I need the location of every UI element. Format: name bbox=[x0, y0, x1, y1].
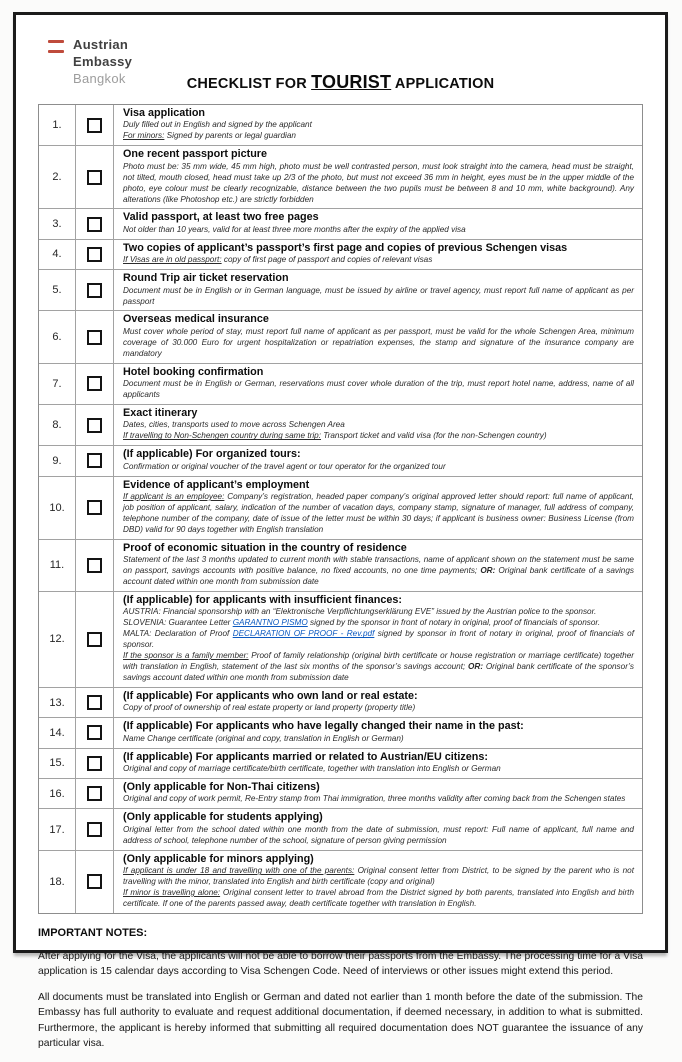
detail-text: Original bank certificate of a savings account dated within one month from submission date bbox=[123, 566, 635, 587]
detail-text: Document must be in English or in German language, must be issued by airline or travel agency, must report full name of applicant as per passport bbox=[123, 285, 634, 306]
row-title: (If applicable) For applicants who own land or real estate: bbox=[123, 689, 418, 702]
row-detail bbox=[123, 764, 634, 775]
checkbox-cell bbox=[76, 240, 114, 269]
checkbox[interactable] bbox=[87, 170, 102, 185]
detail-text: Original and copy of marriage certificate/birth certificate, together with translation into English or German bbox=[123, 764, 501, 774]
row-number: 1. bbox=[39, 105, 76, 145]
checklist-row bbox=[39, 240, 642, 270]
detail-text: Original consent letter from District, to be signed by the parent who is not travelling with the minor, translated into English and birth certificate (copy and original) bbox=[123, 866, 634, 887]
row-title: Hotel booking confirmation bbox=[123, 365, 264, 378]
checkbox-cell bbox=[76, 209, 114, 238]
row-title: (If applicable) For applicants married or related to Austrian/EU citizens: bbox=[123, 750, 488, 763]
detail-text: Original bank certificate of the sponsor’s savings account dated within one month from submission date bbox=[123, 662, 635, 682]
checklist-row bbox=[39, 270, 642, 311]
row-number: 8. bbox=[39, 405, 76, 445]
detail-text: For minors: bbox=[123, 131, 165, 141]
row-detail bbox=[123, 162, 634, 206]
row-title: Overseas medical insurance bbox=[123, 313, 269, 326]
hyperlink[interactable]: GARANTNO PISMO bbox=[232, 618, 308, 628]
checklist-row bbox=[39, 851, 642, 913]
checkbox-cell bbox=[76, 779, 114, 808]
row-detail bbox=[123, 794, 634, 805]
checklist-table bbox=[38, 104, 643, 914]
detail-text: Transport ticket and valid visa (for the non-Schengen country) bbox=[320, 431, 547, 441]
row-title: Round Trip air ticket reservation bbox=[123, 272, 289, 285]
checklist-row bbox=[39, 105, 642, 146]
checkbox[interactable] bbox=[87, 330, 102, 345]
row-number: 2. bbox=[39, 146, 76, 208]
notes-paragraph: All documents must be translated into English or German and dated not earlier than 1 month before the date of the submission. The Embassy has full authority to evaluate and request additional documentation, if deemed necessary, in addition to what is submitted. Furthermore, the applicant is hereby informed that submitting all required documentation does NOT guarantee the issuance of any particular visa. bbox=[38, 992, 643, 1049]
row-content bbox=[114, 749, 642, 778]
checklist-row bbox=[39, 477, 642, 540]
detail-text: Statement of the last 3 months updated to current month with stable transactions, name of applicant shown on the statement must be same on passport, savings accounts with positive balance, no fixed accounts, no one time payments; bbox=[123, 555, 634, 576]
row-detail bbox=[123, 131, 634, 142]
embassy-name-line2: Embassy bbox=[73, 54, 133, 70]
row-title: Visa application bbox=[123, 107, 206, 119]
title-suffix: APPLICATION bbox=[391, 76, 495, 92]
row-title: (If applicable) For applicants who have legally changed their name in the past: bbox=[123, 720, 524, 733]
detail-text: Name Change certificate (original and copy, translation in English or German) bbox=[123, 733, 404, 743]
document-page bbox=[13, 12, 668, 1049]
row-detail bbox=[123, 866, 634, 888]
row-detail bbox=[123, 555, 634, 588]
page-title bbox=[16, 72, 665, 93]
row-content bbox=[114, 364, 642, 404]
row-content bbox=[114, 592, 642, 687]
row-number: 14. bbox=[39, 718, 76, 747]
checkbox-cell bbox=[76, 688, 114, 717]
checkbox[interactable] bbox=[87, 453, 102, 468]
checkbox-cell bbox=[76, 105, 114, 145]
checklist-row bbox=[39, 209, 642, 239]
checkbox-cell bbox=[76, 851, 114, 913]
checkbox[interactable] bbox=[87, 695, 102, 710]
row-detail bbox=[123, 618, 634, 629]
row-number: 15. bbox=[39, 749, 76, 778]
row-content bbox=[114, 540, 642, 591]
detail-text: If travelling to Non-Schengen country during same trip: bbox=[123, 431, 321, 441]
detail-text: Photo must be: 35 mm wide, 45 mm high, photo must be well contrasted person, must look straight into the camera, head must be straight, not tilted, mouth closed, head must take up 2/3 of the photo, but must not exceed 36 mm in height, eyes must be in the upper middle of the photo, eye colour must be clearly recognizable, distance between the two pupils must be between 8 and 10 mm, white background). Any alterations (like Photoshop etc.) are strictly forbidden bbox=[123, 161, 634, 204]
row-number: 6. bbox=[39, 311, 76, 362]
row-content bbox=[114, 688, 642, 717]
checklist-row bbox=[39, 809, 642, 850]
row-number: 16. bbox=[39, 779, 76, 808]
row-content bbox=[114, 809, 642, 849]
checklist-row bbox=[39, 749, 642, 779]
checkbox-cell bbox=[76, 809, 114, 849]
checkbox[interactable] bbox=[87, 376, 102, 391]
detail-text: Original consent letter to travel abroad from the District signed by both parents, translated into English and birth certificate. If one of the parents passed away, death certificate together with translation in English. bbox=[123, 887, 635, 908]
row-content bbox=[114, 240, 642, 269]
checkbox-cell bbox=[76, 405, 114, 445]
detail-text: MALTA: Declaration of Proof bbox=[123, 629, 233, 639]
row-detail bbox=[123, 286, 634, 308]
detail-text: Original and copy of work permit, Re-Entry stamp from Thai immigration, three months validity after coming back from the Schengen states bbox=[123, 794, 626, 804]
detail-text: Proof of family relationship (original birth certificate or house registration or marriage certificate) together with translation in English, statement of the last six months of the sponsor’s savings account; bbox=[123, 651, 634, 671]
detail-text: Signed by parents or legal guardian bbox=[164, 131, 296, 141]
checkbox[interactable] bbox=[87, 874, 102, 889]
row-detail bbox=[123, 825, 634, 847]
detail-text: Must cover whole period of stay, must report full name of applicant as per passport, must be valid for the whole Schengen Area, minimum coverage of 30.000 Euro for urgent hospitalization or repatriation expenses, the stamp and signature of the insurance company are mandatory bbox=[123, 326, 634, 358]
checkbox[interactable] bbox=[87, 822, 102, 837]
important-notes bbox=[38, 927, 643, 1051]
detail-text: If minor is travelling alone: bbox=[123, 887, 221, 897]
title-highlight: TOURIST bbox=[311, 72, 392, 92]
detail-text: signed by the sponsor in front of notary in original, proof of financials of sponsor. bbox=[307, 618, 601, 628]
row-number: 17. bbox=[39, 809, 76, 849]
checkbox[interactable] bbox=[87, 558, 102, 573]
row-content bbox=[114, 851, 642, 913]
detail-text: Duly filled out in English and signed by the applicant bbox=[123, 120, 312, 130]
row-number: 10. bbox=[39, 477, 76, 539]
row-detail bbox=[123, 703, 634, 714]
checklist-row bbox=[39, 688, 642, 718]
checklist-row bbox=[39, 446, 642, 476]
row-number: 3. bbox=[39, 209, 76, 238]
detail-text: Company’s registration, headed paper company’s original approved letter should report: full name of applicant, job position of applicant, salary, indication of the number of vacation days, company stamp, signature of manager, full address of company, telephone number of the company, date of issue of the letter must be within 30 days; if applicant is business owner: Business License (from DBD) valid for 90 days together with English translation bbox=[123, 492, 635, 534]
row-content bbox=[114, 718, 642, 747]
checkbox-cell bbox=[76, 270, 114, 310]
embassy-name-line1: Austrian bbox=[73, 37, 129, 52]
row-detail bbox=[123, 327, 634, 360]
checklist-row bbox=[39, 779, 642, 809]
detail-text: If applicant is under 18 and travelling with one of the parents: bbox=[123, 866, 355, 876]
checkbox-cell bbox=[76, 311, 114, 362]
row-content bbox=[114, 779, 642, 808]
detail-text: AUSTRIA: Financial sponsorship with an “Elektronische Verpflichtungserklärung EVE” issued by the Austrian police to the sponsor. bbox=[123, 607, 597, 617]
detail-text: Document must be in English or German, reservations must cover whole duration of the trip, must report hotel name, address, name of all applicants bbox=[123, 379, 634, 400]
detail-text: signed by sponsor in front of notary in original, proof of financials of sponsor. bbox=[123, 629, 634, 650]
row-detail bbox=[123, 492, 634, 536]
row-title: (If applicable) For organized tours: bbox=[123, 448, 301, 461]
row-detail bbox=[123, 629, 634, 651]
checkbox-cell bbox=[76, 718, 114, 747]
row-number: 5. bbox=[39, 270, 76, 310]
detail-text: Copy of proof of ownership of real estate property or land property (property title) bbox=[123, 703, 416, 713]
row-title: (If applicable) for applicants with insufficient finances: bbox=[123, 593, 402, 606]
checkbox[interactable] bbox=[87, 500, 102, 515]
row-detail bbox=[123, 225, 634, 236]
checkbox-cell bbox=[76, 146, 114, 208]
checkbox[interactable] bbox=[87, 632, 102, 647]
checkbox[interactable] bbox=[87, 217, 102, 232]
checkbox-cell bbox=[76, 540, 114, 591]
row-number: 12. bbox=[39, 592, 76, 687]
checklist-row bbox=[39, 311, 642, 363]
checkbox-cell bbox=[76, 749, 114, 778]
row-number: 9. bbox=[39, 446, 76, 475]
checkbox-cell bbox=[76, 477, 114, 539]
title-prefix: CHECKLIST FOR bbox=[186, 76, 312, 92]
row-content bbox=[114, 477, 642, 539]
row-detail bbox=[123, 462, 634, 473]
checkbox[interactable] bbox=[87, 725, 102, 740]
row-content bbox=[114, 311, 642, 362]
row-detail bbox=[123, 431, 634, 442]
checkbox-cell bbox=[76, 364, 114, 404]
notes-heading: IMPORTANT NOTES: bbox=[38, 926, 148, 939]
hyperlink[interactable]: DECLARATION OF PROOF - Rev.pdf bbox=[232, 629, 375, 639]
checklist-row bbox=[39, 364, 642, 405]
checklist-row bbox=[39, 146, 642, 209]
checklist-row bbox=[39, 405, 642, 446]
row-detail bbox=[123, 651, 634, 684]
row-number: 4. bbox=[39, 240, 76, 269]
embassy-city: Bangkok bbox=[73, 71, 126, 87]
checklist-row bbox=[39, 592, 642, 688]
detail-text: copy of first page of passport and copies of relevant visas bbox=[221, 255, 433, 265]
row-detail bbox=[123, 734, 634, 745]
detail-text: Dates, cities, transports used to move across Schengen Area bbox=[123, 420, 345, 430]
row-content bbox=[114, 105, 642, 145]
row-title: Evidence of applicant’s employment bbox=[123, 478, 310, 491]
row-title: Exact itinerary bbox=[123, 406, 198, 419]
checkbox[interactable] bbox=[87, 283, 102, 298]
detail-text: If applicant is an employee: bbox=[123, 492, 225, 502]
row-content bbox=[114, 446, 642, 475]
detail-text: Confirmation or original voucher of the travel agent or tour operator for the organized tour bbox=[123, 461, 446, 471]
row-number: 11. bbox=[39, 540, 76, 591]
row-content bbox=[114, 270, 642, 310]
checklist-row bbox=[39, 718, 642, 748]
notes-paragraph: After applying for the Visa, the applicants will not be able to borrow their passports from the Embassy. The processing time for a Visa application is 15 calendar days according to Visa Schengen Code. Need of interviews or other issues might extend this period. bbox=[38, 950, 643, 978]
row-number: 7. bbox=[39, 364, 76, 404]
row-title: (Only applicable for students applying) bbox=[123, 811, 323, 824]
row-title: One recent passport picture bbox=[123, 148, 267, 161]
row-detail bbox=[123, 120, 634, 131]
row-title: Valid passport, at least two free pages bbox=[123, 211, 319, 224]
checkbox-cell bbox=[76, 592, 114, 687]
checkbox[interactable] bbox=[87, 418, 102, 433]
page-content bbox=[38, 104, 643, 1062]
detail-text: If the sponsor is a family member: bbox=[123, 651, 249, 661]
detail-text: OR: bbox=[480, 566, 496, 576]
checklist-row bbox=[39, 540, 642, 592]
row-title: (Only applicable for minors applying) bbox=[123, 852, 314, 865]
checkbox[interactable] bbox=[87, 118, 102, 133]
row-number: 13. bbox=[39, 688, 76, 717]
detail-text: SLOVENIA: Guarantee Letter bbox=[123, 618, 233, 628]
row-number: 18. bbox=[39, 851, 76, 913]
row-title: Two copies of applicant’s passport’s first page and copies of previous Schengen visas bbox=[123, 241, 568, 254]
row-content bbox=[114, 405, 642, 445]
detail-text: Original letter from the school dated within one month from the date of submission, must report: Full name of applicant, full name and address of school, telephone number of the school, signature of person giving permission bbox=[123, 824, 634, 845]
row-detail bbox=[123, 420, 634, 431]
detail-text: OR: bbox=[468, 662, 484, 671]
detail-text: Not older than 10 years, valid for at least three more months after the expiry of the applied visa bbox=[123, 224, 466, 234]
row-content bbox=[114, 209, 642, 238]
checkbox[interactable] bbox=[87, 247, 102, 262]
row-detail bbox=[123, 607, 634, 618]
checkbox[interactable] bbox=[87, 786, 102, 801]
row-detail bbox=[123, 255, 634, 266]
checkbox-cell bbox=[76, 446, 114, 475]
row-detail bbox=[123, 888, 634, 910]
row-title: (Only applicable for Non-Thai citizens) bbox=[123, 780, 320, 793]
row-content bbox=[114, 146, 642, 208]
detail-text: If Visas are in old passport: bbox=[123, 255, 222, 265]
row-title: Proof of economic situation in the country of residence bbox=[123, 541, 407, 554]
checkbox[interactable] bbox=[87, 756, 102, 771]
row-detail bbox=[123, 379, 634, 401]
